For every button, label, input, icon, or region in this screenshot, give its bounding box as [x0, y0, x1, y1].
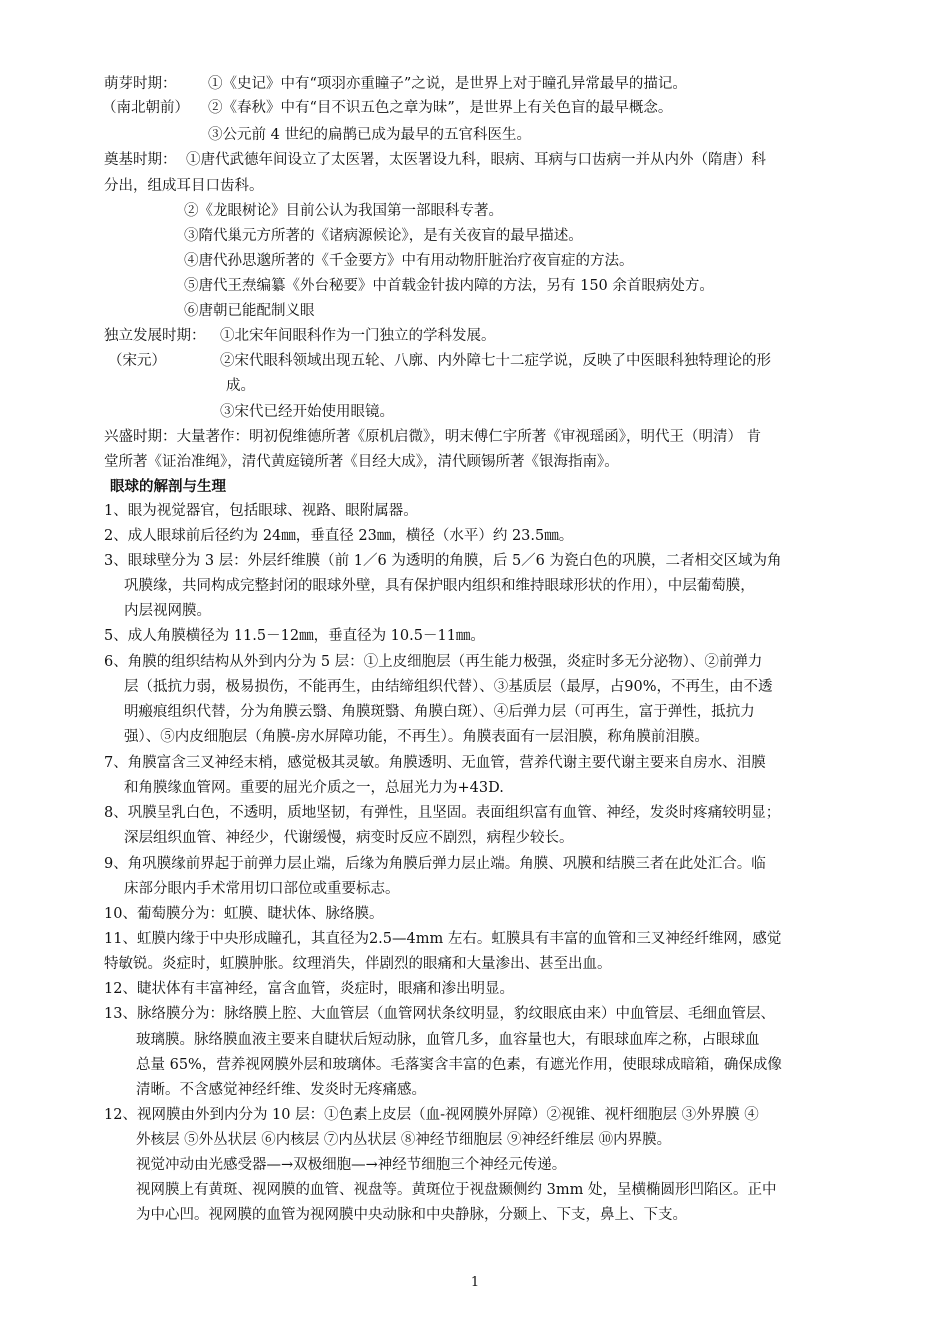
anatomy-line: 5、成人角膜横径为 11.5－12㎜，垂直径为 10.5－11㎜。: [104, 628, 485, 644]
anatomy-line: 强）、⑤内皮细胞层（角膜-房水屏障功能，不再生）。角膜表面有一层泪膜，称角膜前泪膜。: [124, 729, 709, 745]
anatomy-line: 视觉冲动由光感受器—→双极细胞—→神经节细胞三个神经元传递。: [136, 1157, 567, 1173]
sprout-item-1: ①《史记》中有“项羽亦重瞳子”之说，是世界上对于瞳孔异常最早的描记。: [208, 76, 687, 92]
flourish-line-2: 堂所著《证治准绳》，清代黄庭镜所著《目经大成》，清代顾锡所著《银海指南》。: [104, 454, 619, 470]
foundation-item-4: ④唐代孙思邈所著的《千金要方》中有用动物肝脏治疗夜盲症的方法。: [184, 253, 634, 269]
foundation-item-6: ⑥唐朝已能配制义眼: [184, 303, 315, 319]
page-number: 1: [470, 1275, 480, 1290]
sprout-item-3: ③公元前 4 世纪的扁鹊已成为最早的五官科医生。: [208, 127, 531, 143]
sprout-period-sub: （南北朝前）: [102, 100, 189, 116]
section-title: 眼球的解剖与生理: [110, 478, 226, 495]
anatomy-line: 12、视网膜由外到内分为 10 层：①色素上皮层（血-视网膜外屏障）②视锥、视杆细胞层 ③外界膜 ④: [104, 1107, 759, 1123]
foundation-item-1a: ①唐代武德年间设立了太医署，太医署设九科，眼病、耳病与口齿病一并从内外（隋唐）科: [186, 152, 766, 168]
foundation-item-2: ②《龙眼树论》目前公认为我国第一部眼科专著。: [184, 203, 503, 219]
anatomy-line: 外核层 ⑤外丛状层 ⑥内核层 ⑦内丛状层 ⑧神经节细胞层 ⑨神经纤维层 ⑩内界膜。: [136, 1132, 672, 1148]
anatomy-line: 床部分眼内手术常用切口部位或重要标志。: [124, 881, 400, 897]
foundation-item-3: ③隋代巢元方所著的《诸病源候论》，是有关夜盲的最早描述。: [184, 228, 583, 244]
anatomy-line: 玻璃膜。脉络膜血液主要来自睫状后短动脉，血管几多，血容量也大，有眼球血库之称，占眼球血: [136, 1032, 760, 1048]
independent-item-3: ③宋代已经开始使用眼镜。: [220, 404, 394, 420]
anatomy-line: 层（抵抗力弱，极易损伤，不能再生，由结缔组织代替）、③基质层（最厚，占90%，不再生，由不透: [124, 679, 773, 695]
anatomy-line: 7、角膜富含三叉神经末梢，感觉极其灵敏。角膜透明、无血管，营养代谢主要代谢主要来自房水、泪膜: [104, 755, 766, 771]
anatomy-line: 和角膜缘血管网。重要的屈光介质之一，总屈光力为+43D.: [124, 780, 504, 796]
independent-item-1: ①北宋年间眼科作为一门独立的学科发展。: [220, 328, 496, 344]
sprout-item-2: ②《春秋》中有“目不识五色之章为昧”，是世界上有关色盲的最早概念。: [208, 100, 673, 116]
anatomy-line: 9、角巩膜缘前界起于前弹力层止端，后缘为角膜后弹力层止端。角膜、巩膜和结膜三者在此处汇合。临: [104, 856, 766, 872]
anatomy-line: 13、脉络膜分为：脉络膜上腔、大血管层（血管网状条纹明显，豹纹眼底由来）中血管层、毛细血管层、: [104, 1006, 775, 1022]
anatomy-line: 11、虹膜内缘于中央形成瞳孔，其直径为2.5—4mm 左右。虹膜具有丰富的血管和三叉神经纤维网，感觉: [104, 931, 782, 947]
independent-period-label: 独立发展时期：: [104, 328, 206, 344]
anatomy-line: 深层组织血管、神经少，代谢缓慢，病变时反应不剧烈，病程少较长。: [124, 830, 574, 846]
anatomy-line: 内层视网膜。: [124, 603, 211, 619]
anatomy-line: 2、成人眼球前后径约为 24㎜，垂直径 23㎜，横径（水平）约 23.5㎜。: [104, 528, 574, 544]
sprout-period-label: 萌芽时期：: [104, 76, 177, 92]
anatomy-line: 3、眼球壁分为 3 层：外层纤维膜（前 1／6 为透明的角膜，后 5／6 为瓷白色的巩膜，二者相交区域为角: [104, 553, 782, 569]
anatomy-line: 视网膜上有黄斑、视网膜的血管、视盘等。黄斑位于视盘颞侧约 3mm 处，呈横椭圆形凹陷区。正中: [136, 1182, 777, 1198]
anatomy-line: 特敏锐。炎症时，虹膜肿胀。纹理消失，伴剧烈的眼痛和大量渗出、甚至出血。: [104, 956, 612, 972]
foundation-item-1b: 分出，组成耳目口齿科。: [104, 178, 264, 194]
independent-item-2a: ②宋代眼科领域出现五轮、八廓、内外障七十二症学说，反映了中医眼科独特理论的形: [220, 353, 771, 369]
flourish-line-1: 兴盛时期：大量著作：明初倪维德所著《原机启微》，明末傅仁宇所著《审视瑶函》，明代王（明清） 肯: [104, 429, 762, 445]
anatomy-line: 巩膜缘，共同构成完整封闭的眼球外壁，具有保护眼内组织和维持眼球形状的作用），中层葡萄膜，: [124, 578, 755, 594]
independent-item-2b: 成。: [226, 378, 255, 394]
anatomy-line: 10、葡萄膜分为：虹膜、睫状体、脉络膜。: [104, 906, 384, 922]
anatomy-line: 总量 65%，营养视网膜外层和玻璃体。毛落窦含丰富的色素，有遮光作用，使眼球成暗箱，确保成像: [136, 1057, 782, 1073]
anatomy-line: 为中心凹。视网膜的血管为视网膜中央动脉和中央静脉，分颞上、下支，鼻上、下支。: [136, 1207, 687, 1223]
anatomy-line: 1、眼为视觉器官，包括眼球、视路、眼附属器。: [104, 503, 418, 519]
anatomy-line: 6、角膜的组织结构从外到内分为 5 层：①上皮细胞层（再生能力极强，炎症时多无分泌物）、②前弹力: [104, 654, 763, 670]
anatomy-line: 8、巩膜呈乳白色，不透明，质地坚韧，有弹性，且坚固。表面组织富有血管、神经，发炎时疼痛较明显；: [104, 805, 781, 821]
independent-period-sub: （宋元）: [108, 353, 166, 369]
foundation-item-5: ⑤唐代王焘编纂《外台秘要》中首载金针拔内障的方法，另有 150 余首眼病处方。: [184, 278, 714, 294]
anatomy-line: 清晰。不含感觉神经纤维、发炎时无疼痛感。: [136, 1082, 426, 1098]
foundation-period-label: 奠基时期：: [104, 152, 177, 168]
anatomy-line: 12、睫状体有丰富神经，富含血管，炎症时，眼痛和渗出明显。: [104, 981, 514, 997]
anatomy-line: 明瘢痕组织代替，分为角膜云翳、角膜斑翳、角膜白斑）、④后弹力层（可再生，富于弹性，抵抗力: [124, 704, 755, 720]
